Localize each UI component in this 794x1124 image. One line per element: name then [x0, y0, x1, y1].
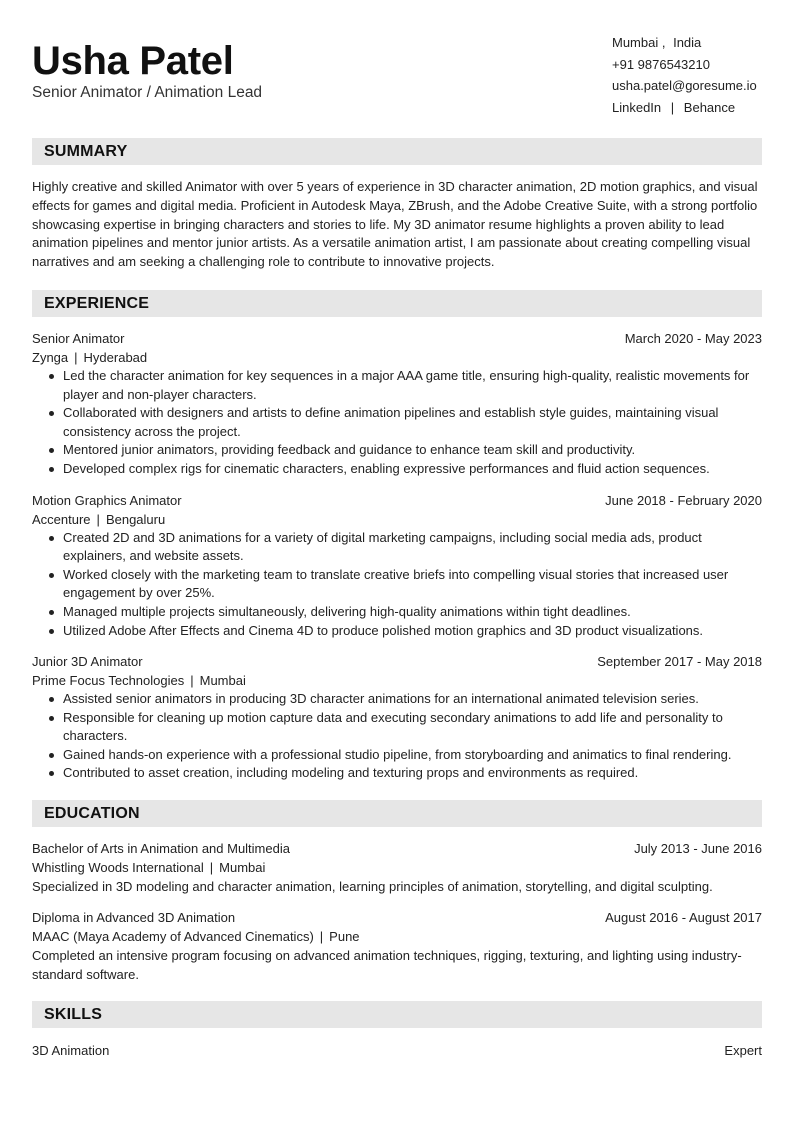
section-heading-skills: SKILLS	[32, 1001, 762, 1028]
degree-title: Bachelor of Arts in Animation and Multimedia	[32, 841, 290, 857]
company-name: Prime Focus Technologies	[32, 673, 185, 689]
bullet-item: Led the character animation for key sequences in a major AAA game title, ensuring high-quality, realistic movements for player and non-player characters.	[45, 367, 762, 404]
bullet-item: Mentored junior animators, providing feedback and guidance to enhance team skill and productivity.	[45, 441, 762, 460]
education-description: Completed an intensive program focusing on advanced animation techniques, rigging, texturing, and lighting using industry-standard software.	[32, 948, 742, 983]
education-entry	[32, 839, 762, 896]
company-city: Bengaluru	[105, 511, 166, 527]
resume-header	[32, 0, 762, 138]
location-country: India	[673, 35, 702, 50]
separator: |	[319, 929, 324, 945]
skill-name: 3D Animation	[32, 1043, 110, 1059]
experience-entry	[32, 329, 762, 479]
job-title: Junior 3D Animator	[32, 654, 143, 670]
phone: +91 9876543210	[612, 56, 710, 72]
candidate-name: Usha Patel	[32, 39, 234, 83]
company-name: Zynga	[32, 349, 69, 365]
job-bullets	[45, 529, 762, 641]
degree-title: Diploma in Advanced 3D Animation	[32, 910, 236, 926]
separator: |	[96, 511, 100, 527]
skill-item	[32, 1041, 762, 1060]
linkedin-link[interactable]: LinkedIn	[612, 99, 662, 115]
profile-links	[612, 97, 757, 119]
company-city: Hyderabad	[83, 349, 148, 365]
separator: |	[74, 349, 78, 365]
section-heading-experience: EXPERIENCE	[32, 290, 762, 317]
skill-level: Expert	[724, 1043, 762, 1059]
education-description: Specialized in 3D modeling and character animation, learning principles of animation, storytelling, and digital sculpting.	[32, 879, 713, 895]
school-city: Pune	[329, 929, 360, 945]
school-city: Mumbai	[219, 860, 266, 876]
location-city: Mumbai ,	[612, 35, 666, 50]
experience-entry	[32, 652, 762, 783]
section-heading-summary: SUMMARY	[32, 138, 762, 165]
behance-link[interactable]: Behance	[683, 99, 736, 115]
bullet-item: Contributed to asset creation, including modeling and texturing props and environments as required.	[45, 764, 762, 783]
bullet-item: Created 2D and 3D animations for a variety of digital marketing campaigns, including social media ads, product explainers, and website assets.	[45, 529, 762, 566]
contact-block	[612, 32, 757, 118]
education-dates: August 2016 - August 2017	[605, 910, 762, 926]
bullet-item: Worked closely with the marketing team to translate creative briefs into compelling visual stories that increased user engagement by over 25%.	[45, 566, 762, 603]
location	[612, 32, 757, 54]
job-bullets	[45, 367, 762, 479]
company-name: Accenture	[32, 511, 91, 527]
job-bullets	[45, 690, 762, 783]
email-link[interactable]: usha.patel@goresume.io	[612, 78, 757, 93]
summary-text: Highly creative and skilled Animator with over 5 years of experience in 3D character animation, 2D motion graphics, and visual effects for games and digital media. Proficient in Autodesk Maya, ZBrush, and the Adobe Creative Suite, with a strong portfolio showcasing expertise in bringing characters and stories to life. My 3D animator resume highlights a proven ability to lead animation pipelines and mentor junior artists. As a versatile animation artist, I am passionate about creating compelling visual narratives and am seeking a challenging role to contribute to innovative projects.	[32, 179, 758, 270]
link-separator: |	[670, 99, 675, 115]
section-heading-education: EDUCATION	[32, 800, 762, 827]
bullet-item: Managed multiple projects simultaneously, delivering high-quality animations within tight deadlines.	[45, 603, 762, 622]
separator: |	[209, 860, 214, 876]
candidate-role: Senior Animator / Animation Lead	[32, 84, 263, 101]
separator: |	[190, 673, 194, 689]
education-entry	[32, 908, 762, 984]
bullet-item: Collaborated with designers and artists to define animation pipelines and establish style guides, maintaining visual consistency across the project.	[45, 404, 762, 441]
company-city: Mumbai	[199, 673, 246, 689]
job-title: Senior Animator	[32, 330, 125, 346]
job-dates: June 2018 - February 2020	[605, 492, 762, 508]
experience-entry	[32, 491, 762, 641]
job-dates: September 2017 - May 2018	[597, 654, 762, 670]
bullet-item: Developed complex rigs for cinematic characters, enabling expressive performances and fluid action sequences.	[45, 460, 762, 479]
bullet-item: Gained hands-on experience with a professional studio pipeline, from storyboarding and animatics to final rendering.	[45, 746, 762, 765]
job-title: Motion Graphics Animator	[32, 492, 182, 508]
school-name: MAAC (Maya Academy of Advanced Cinematics)	[32, 929, 314, 945]
education-dates: July 2013 - June 2016	[634, 841, 762, 857]
bullet-item: Utilized Adobe After Effects and Cinema 4D to produce polished motion graphics and 3D product visualizations.	[45, 622, 762, 641]
bullet-item: Assisted senior animators in producing 3D character animations for an international animated television series.	[45, 690, 762, 709]
bullet-item: Responsible for cleaning up motion capture data and executing secondary animations to add life and personality to characters.	[45, 709, 762, 746]
job-dates: March 2020 - May 2023	[624, 330, 762, 346]
school-name: Whistling Woods International	[32, 860, 204, 876]
